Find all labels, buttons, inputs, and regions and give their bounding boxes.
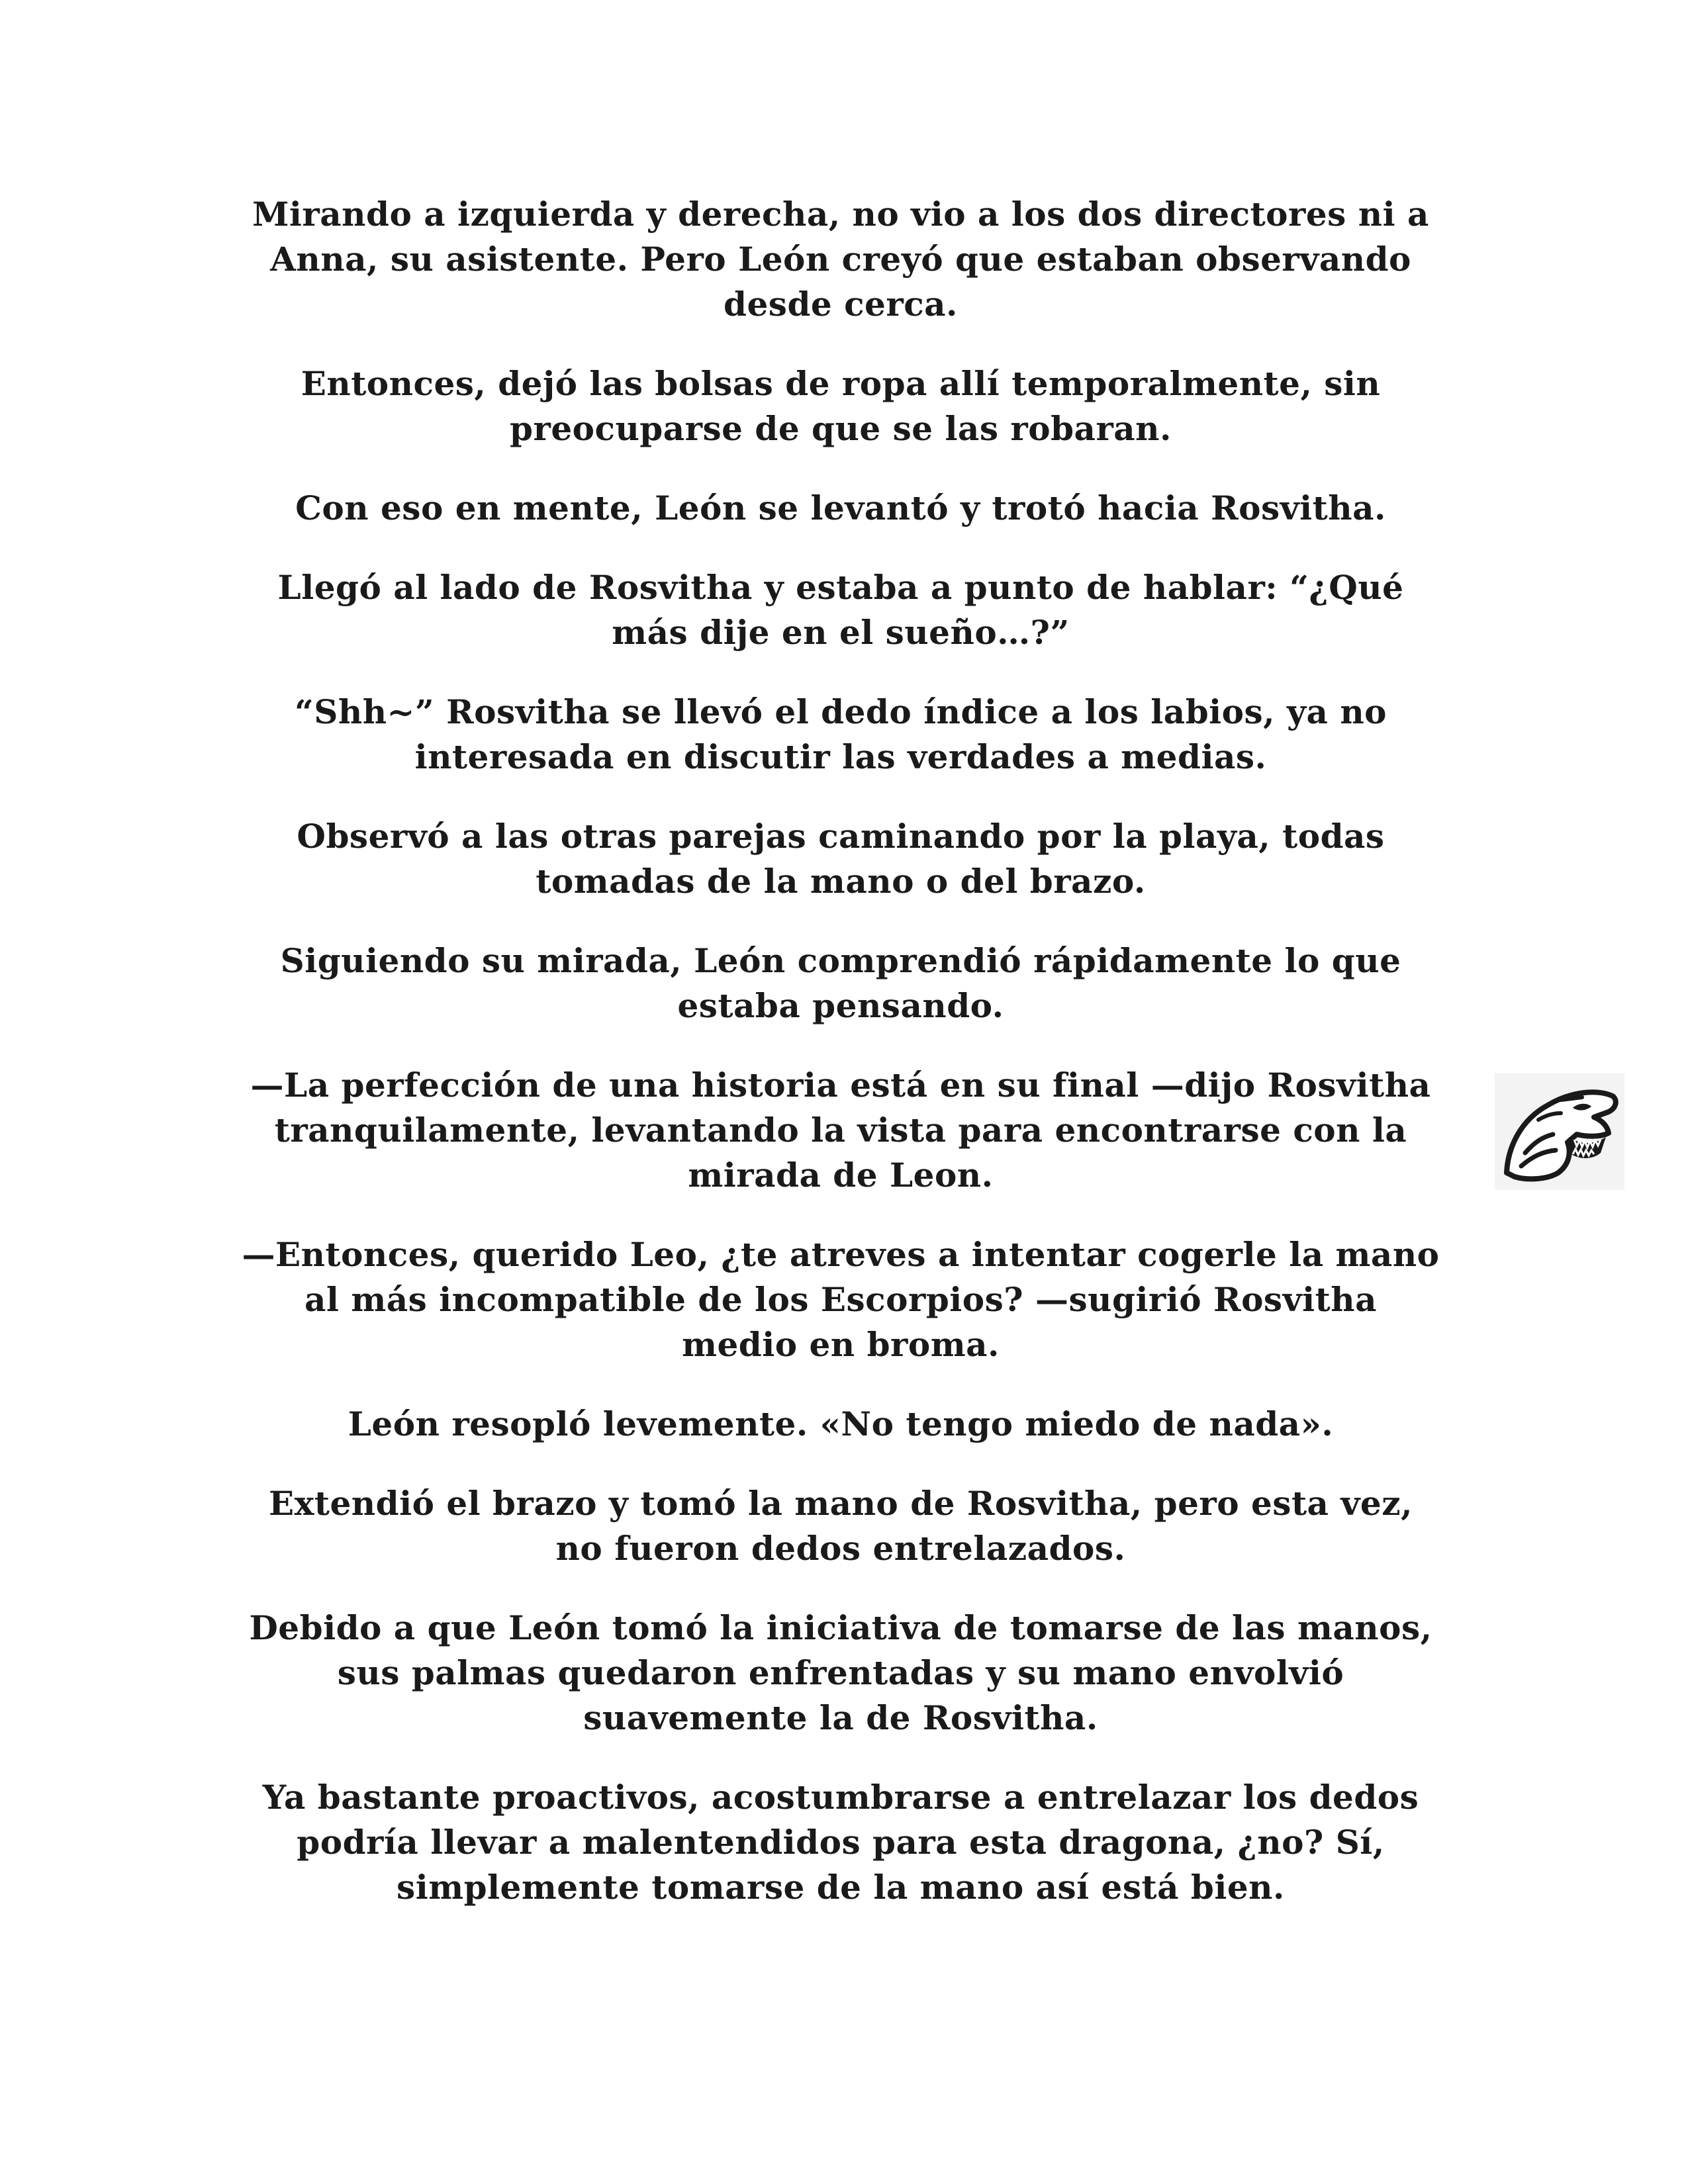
paragraph-line: medio en broma.	[682, 1325, 1000, 1364]
paragraph-line: mirada de Leon.	[688, 1156, 994, 1195]
paragraph-line: —La perfección de una historia está en su final —dijo Rosvitha	[250, 1066, 1431, 1105]
paragraph-8	[225, 1063, 1456, 1198]
paragraph-line: “Shh~” Rosvitha se llevó el dedo índice a los labios, ya no	[294, 692, 1387, 731]
paragraph-line: Extendió el brazo y tomó la mano de Rosvitha, pero esta vez,	[268, 1484, 1413, 1523]
paragraph-line: interesada en discutir las verdades a medias.	[414, 737, 1267, 776]
story-text	[225, 192, 1456, 1944]
paragraph-line: tomadas de la mano o del brazo.	[536, 862, 1146, 901]
paragraph-line: Ya bastante proactivos, acostumbrarse a entrelazar los dedos	[262, 1778, 1419, 1817]
paragraph-5	[225, 690, 1456, 780]
paragraph-9	[225, 1232, 1456, 1367]
paragraph-line: estaba pensando.	[677, 986, 1004, 1025]
paragraph-line: al más incompatible de los Escorpios? —sugirió Rosvitha	[305, 1280, 1377, 1319]
paragraph-7	[225, 938, 1456, 1028]
paragraph-line: Llegó al lado de Rosvitha y estaba a punto de hablar: “¿Qué	[277, 568, 1404, 607]
paragraph-line: tranquilamente, levantando la vista para encontrarse con la	[274, 1111, 1407, 1150]
dinosaur-head-icon	[1495, 1073, 1624, 1190]
paragraph-line: suavemente la de Rosvitha.	[583, 1698, 1098, 1737]
paragraph-line: Con eso en mente, León se levantó y trotó hacia Rosvitha.	[295, 488, 1386, 527]
paragraph-line: Debido a que León tomó la iniciativa de tomarse de las manos,	[249, 1608, 1432, 1647]
paragraph-1	[225, 192, 1456, 327]
paragraph-line: —Entonces, querido Leo, ¿te atreves a intentar cogerle la mano	[242, 1235, 1440, 1274]
paragraph-line: Entonces, dejó las bolsas de ropa allí temporalmente, sin	[301, 364, 1381, 403]
paragraph-line: preocuparse de que se las robaran.	[510, 409, 1172, 448]
paragraph-10	[225, 1402, 1456, 1447]
paragraph-line: más dije en el sueño…?”	[612, 613, 1070, 652]
paragraph-line: simplemente tomarse de la mano así está bien.	[397, 1868, 1285, 1907]
paragraph-line: sus palmas quedaron enfrentadas y su mano envolvió	[337, 1653, 1344, 1692]
paragraph-13	[225, 1775, 1456, 1910]
paragraph-6	[225, 814, 1456, 904]
paragraph-4	[225, 565, 1456, 655]
paragraph-line: podría llevar a malentendidos para esta dragona, ¿no? Sí,	[297, 1823, 1385, 1862]
paragraph-12	[225, 1606, 1456, 1741]
paragraph-line: Observó a las otras parejas caminando por la playa, todas	[297, 817, 1385, 856]
paragraph-line: no fueron dedos entrelazados.	[555, 1529, 1126, 1568]
paragraph-line: Anna, su asistente. Pero León creyó que estaban observando	[270, 240, 1411, 279]
paragraph-line: Mirando a izquierda y derecha, no vio a los dos directores ni a	[252, 195, 1429, 234]
paragraph-2	[225, 361, 1456, 451]
paragraph-line: desde cerca.	[724, 285, 958, 324]
paragraph-11	[225, 1481, 1456, 1571]
paragraph-3	[225, 486, 1456, 531]
paragraph-line: León resopló levemente. «No tengo miedo de nada».	[348, 1404, 1334, 1443]
paragraph-line: Siguiendo su mirada, León comprendió rápidamente lo que	[280, 941, 1401, 980]
